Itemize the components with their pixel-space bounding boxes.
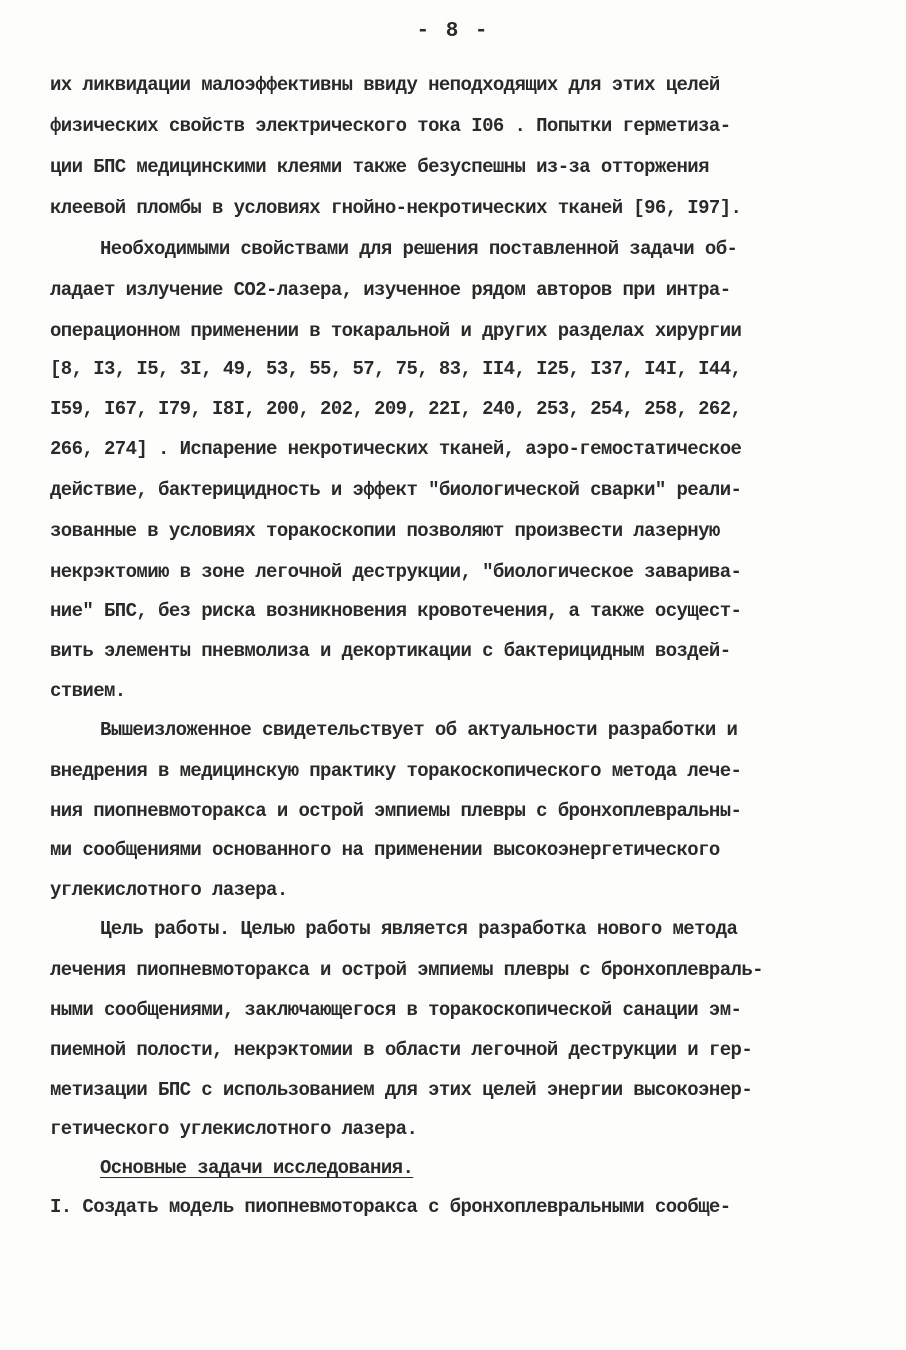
text-line: 266, 274] . Испарение некротических тканей, аэро-гемостатическое	[50, 438, 742, 460]
text-line: гетического углекислотного лазера.	[50, 1118, 418, 1140]
text-line: некрэктомию в зоне легочной деструкции, "биологическое заварива-	[50, 561, 742, 583]
reference-list-line: I59, I67, I79, I8I, 200, 202, 209, 22I, 240, 253, 254, 258, 262,	[50, 398, 742, 420]
page-number: - 8 -	[416, 20, 490, 43]
paragraph-first-line: Вышеизложенное свидетельствует об актуальности разработки и	[100, 719, 738, 741]
text-line: зованные в условиях торакоскопии позволяют произвести лазерную	[50, 520, 720, 542]
section-heading: Основные задачи исследования.	[100, 1157, 414, 1179]
text-line: ции БПС медицинскими клеями также безуспешны из-за отторжения	[50, 156, 709, 178]
reference-list-line: [8, I3, I5, 3I, 49, 53, 55, 57, 75, 83, II4, I25, I37, I4I, I44,	[50, 358, 742, 380]
text-line: ладает излучение СО2-лазера, изученное рядом авторов при интра-	[50, 279, 731, 301]
text-line: ми сообщениями основанного на применении высокоэнергетического	[50, 839, 720, 861]
text-line: ние" БПС, без риска возникновения кровотечения, а также осущест-	[50, 600, 742, 622]
text-line: ния пиопневмоторакса и острой эмпиемы плевры с бронхоплевральны-	[50, 800, 742, 822]
text-line: пиемной полости, некрэктомии в области легочной деструкции и гер-	[50, 1039, 753, 1061]
text-line: физических свойств электрического тока I06 . Попытки герметиза-	[50, 115, 731, 137]
text-line: клеевой пломбы в условиях гнойно-некротических тканей [96, I97].	[50, 197, 742, 219]
text-line: их ликвидации малоэффективны ввиду неподходящих для этих целей	[50, 74, 720, 96]
text-line: вить элементы пневмолиза и декортикации с бактерицидным воздей-	[50, 640, 731, 662]
text-line: метизации БПС с использованием для этих целей энергии высокоэнер-	[50, 1079, 753, 1101]
text-line: лечения пиопневмоторакса и острой эмпиемы плевры с бронхоплевраль-	[50, 959, 763, 981]
list-item: I. Создать модель пиопневмоторакса с бронхоплевральными сообще-	[50, 1196, 731, 1218]
text-line: внедрения в медицинскую практику торакоскопического метода лече-	[50, 760, 742, 782]
paragraph-first-line: Необходимыми свойствами для решения поставленной задачи об-	[100, 238, 738, 260]
text-line: углекислотного лазера.	[50, 879, 288, 901]
goal-paragraph-line: Цель работы. Целью работы является разработка нового метода	[100, 918, 738, 940]
text-line: ствием.	[50, 680, 126, 702]
text-line: ными сообщениями, заключающегося в торакоскопической санации эм-	[50, 999, 742, 1021]
text-line: действие, бактерицидность и эффект "биологической сварки" реали-	[50, 479, 742, 501]
text-line: операционном применении в токаральной и других разделах хирургии	[50, 320, 742, 342]
